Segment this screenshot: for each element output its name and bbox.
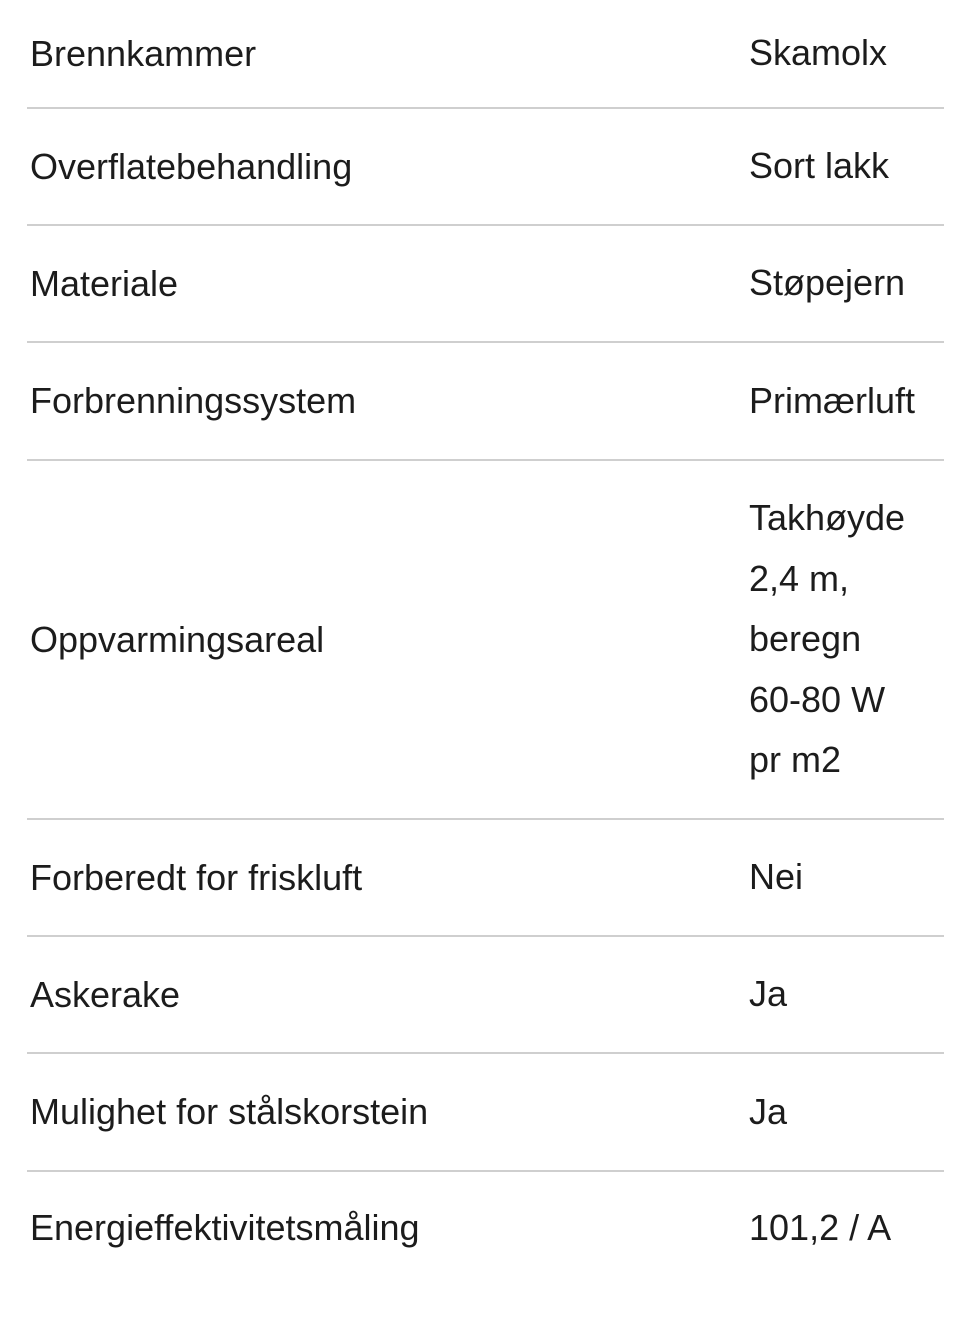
- spec-label: Brennkammer: [30, 32, 257, 74]
- spec-label: Oppvarmingsareal: [30, 618, 325, 660]
- spec-label: Energieffektivitetsmåling: [30, 1207, 420, 1248]
- spec-row-oppvarmingsareal: [27, 461, 944, 820]
- spec-value: Takhøyde 2,4 m, beregn 60-80 W pr m2: [749, 497, 906, 781]
- spec-value: Sort lakk: [749, 145, 890, 187]
- spec-value: Ja: [749, 1090, 788, 1132]
- spec-row-energieffektivitet: [27, 1172, 944, 1284]
- spec-value: Primærluft: [749, 379, 916, 421]
- spec-row-friskluft: [27, 820, 944, 937]
- spec-value: 101,2 / A: [749, 1206, 892, 1248]
- spec-label: Forbrenningssystem: [30, 380, 357, 421]
- spec-row-stalskorstein: [27, 1054, 944, 1172]
- spec-row-askerake: [27, 937, 944, 1054]
- spec-row-forbrenningssystem: [27, 343, 944, 461]
- spec-label: Askerake: [30, 973, 181, 1015]
- spec-label: Forberedt for friskluft: [30, 856, 363, 898]
- spec-value: Ja: [749, 973, 788, 1015]
- spec-label: Overflatebehandling: [30, 145, 353, 187]
- spec-row-materiale: [27, 226, 944, 343]
- spec-row-brennkammer: [27, 0, 944, 109]
- spec-row-overflatebehandling: [27, 109, 944, 226]
- spec-label: Materiale: [30, 262, 179, 304]
- spec-value: Skamolx: [749, 32, 888, 74]
- spec-value: Nei: [749, 856, 804, 898]
- spec-value: Støpejern: [749, 262, 906, 304]
- spec-label: Mulighet for stålskorstein: [30, 1091, 429, 1132]
